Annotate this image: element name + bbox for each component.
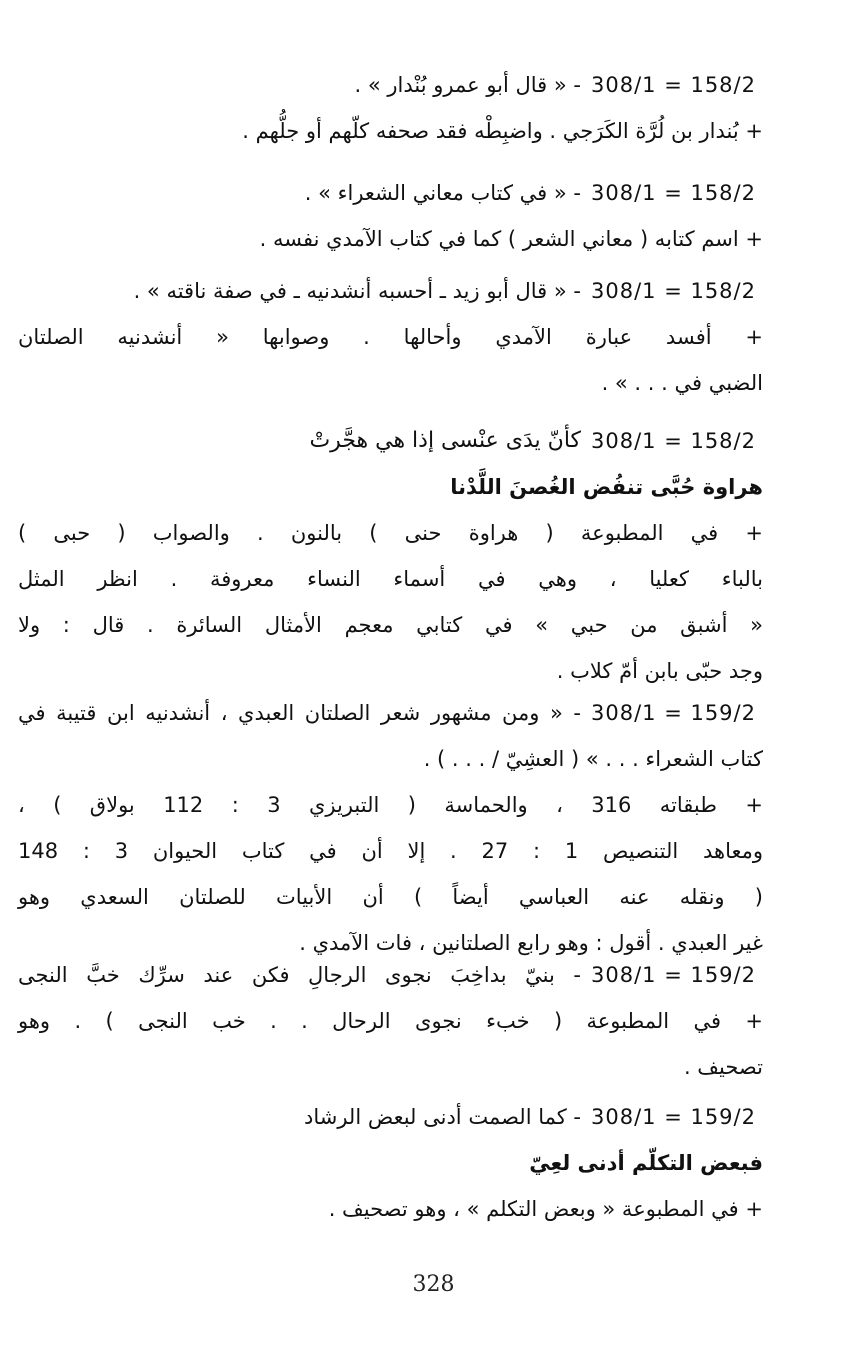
correction-line: + طبقاته 316 ، والحماسة ( التبريزي 3 : 112 بولاق ) ، (18, 793, 763, 817)
correction-line: + أفسد عبارة الآمدي وأحالها . وصوابها « أنشدنيه الصلتان (18, 325, 763, 349)
entry-text (18, 1094, 763, 1232)
verse-line: - بنيّ بداخِبَ نجوى الرجالِ فكن عند سرِّك خبَّ النجى (18, 963, 581, 987)
quoted-text-line: - « قال أبو عمرو بُنْدار » . (354, 73, 581, 97)
correction-line: تصحيف . (683, 1055, 763, 1079)
verse-hemistich-2: هراوة حُبَّى تنفُض الغُصنَ اللَّدْنا (450, 475, 763, 499)
page-reference: 308/1 = 158/2 (591, 279, 756, 303)
page-reference: 308/1 = 158/2 (591, 181, 756, 205)
verse-hemistich-2: فبعض التكلّم أدنى لعِيّ (529, 1151, 763, 1175)
verse-hemistich-1: كأنّ يدَى عنْسى إذا هي هجَّرتْ (309, 428, 581, 453)
page-reference: 308/1 = 158/2 (591, 73, 756, 97)
verse-hemistich-1: - كما الصمت أدنى لبعض الرشاد (304, 1105, 581, 1129)
correction-line: + اسم كتابه ( معاني الشعر ) كما في كتاب الآمدي نفسه . (259, 227, 763, 251)
correction-line: ( ونقله عنه العباسي أيضاً ) أن الأبيات للصلتان السعدي وهو (18, 885, 763, 909)
correction-line: + في المطبوعة ( هراوة حنى ) بالنون . والصواب ( حبى ) (18, 521, 763, 545)
entry-text (18, 690, 763, 966)
entry-text (18, 268, 763, 406)
page-number: 328 (412, 1272, 455, 1297)
page-reference: 308/1 = 159/2 (591, 701, 756, 725)
correction-line: بالباء كعليا ، وهي في أسماء النساء معروفة . انظر المثل (18, 567, 763, 591)
correction-line: وجد حبّى بابن أمّ كلاب . (556, 659, 763, 683)
correction-line: + في المطبوعة « وبعض التكلم » ، وهو تصحيف . (328, 1197, 763, 1221)
correction-line: غير العبدي . أقول : وهو رابع الصلتانين ، فات الآمدي . (299, 931, 763, 955)
page-reference: 308/1 = 159/2 (591, 963, 756, 987)
entry-text (18, 62, 763, 154)
entry-text (18, 952, 763, 1090)
correction-line: + بُندار بن لُرَّة الكَرَجي . واضبِطْه فقد صحفه كلّهم أو جلُّهم . (242, 119, 763, 143)
correction-line: « أشبق من حبي » في كتابي معجم الأمثال السائرة . قال : ولا (18, 613, 763, 637)
correction-line: ومعاهد التنصيص 1 : 27 . إلا أن في كتاب الحيوان 3 : 148 (18, 839, 763, 863)
correction-line: + في المطبوعة ( خبء نجوى الرحال . . خب النجى ) . وهو (18, 1009, 763, 1033)
correction-line: الضبي في . . . » . (601, 371, 763, 395)
quoted-text-line: كتاب الشعراء . . . » ( العشِيّ / . . . ) . (423, 747, 763, 771)
quoted-text-line: - « ومن مشهور شعر الصلتان العبدي ، أنشدنيه ابن قتيبة في (18, 701, 581, 725)
page-reference: 308/1 = 158/2 (591, 429, 756, 453)
entry-text (18, 170, 763, 262)
quoted-text-line: - « قال أبو زيد ـ أحسبه أنشدنيه ـ في صفة ناقته » . (133, 279, 581, 303)
entry-text (18, 418, 763, 694)
quoted-text-line: - « في كتاب معاني الشعراء » . (304, 181, 581, 205)
page-reference: 308/1 = 159/2 (591, 1105, 756, 1129)
